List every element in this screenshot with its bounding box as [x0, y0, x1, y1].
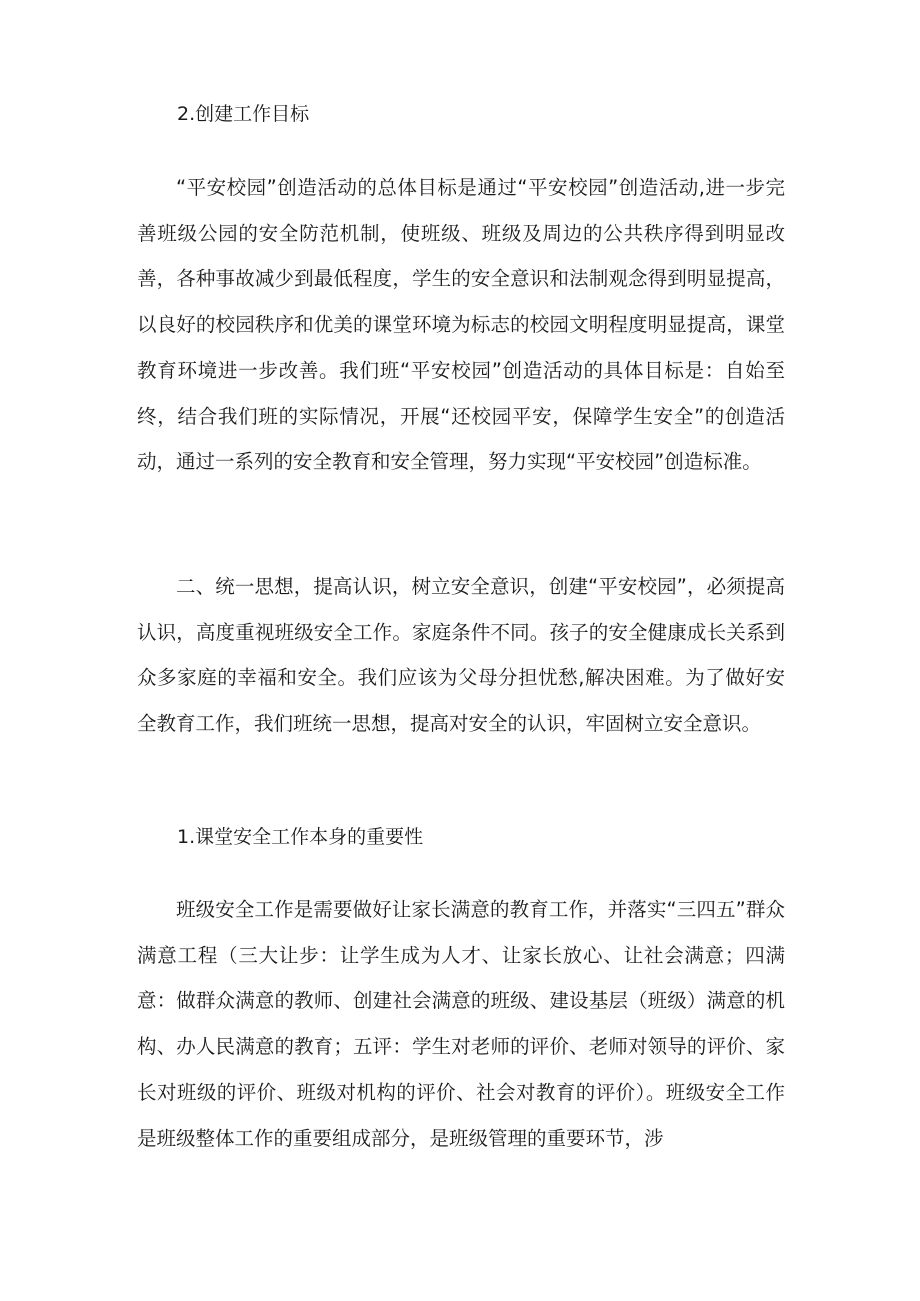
section-heading-goals: 2.创建工作目标 — [177, 103, 310, 125]
paragraph-importance: 班级安全工作是需要做好让家长满意的教育工作，并落实“三四五”群众满意工程（三大让步：让学生成为人才、让家长放心、让社会满意；四满意：做群众满意的教师、创建社会满意的班级、建设基层（班级）满意的机构、办人民满意的教育；五评：学生对老师的评价、老师对领导的评价、家长对班级的评价、班级对机构的评价、社会对教育的评价）。班级安全工作是班级整体工作的重要组成部分，是班级管理的重要环节，涉 — [137, 898, 785, 1150]
paragraph-goals: “平安校园”创造活动的总体目标是通过“平安校园”创造活动,进一步完善班级公园的安全防范机制，使班级、班级及周边的公共秩序得到明显改善，各种事故减少到最低程度，学生的安全意识和法制观念得到明显提高，以良好的校园秩序和优美的课堂环境为标志的校园文明程度明显提高，课堂教育环境进一步改善。我们班“平安校园”创造活动的具体目标是：自始至终，结合我们班的实际情况，开展“还校园平安，保障学生安全”的创造活动，通过一系列的安全教育和安全管理，努力实现“平安校园”创造标准。 — [137, 176, 785, 474]
section-heading-importance: 1.课堂安全工作本身的重要性 — [177, 826, 424, 848]
paragraph-unify-thinking: 二、统一思想，提高认识，树立安全意识，创建“平安校园”，必须提高认识，高度重视班级安全工作。家庭条件不同。孩子的安全健康成长关系到众多家庭的幸福和安全。我们应该为父母分担忧愁,解决困难。为了做好安全教育工作，我们班统一思想，提高对安全的认识，牢固树立安全意识。 — [137, 575, 785, 736]
